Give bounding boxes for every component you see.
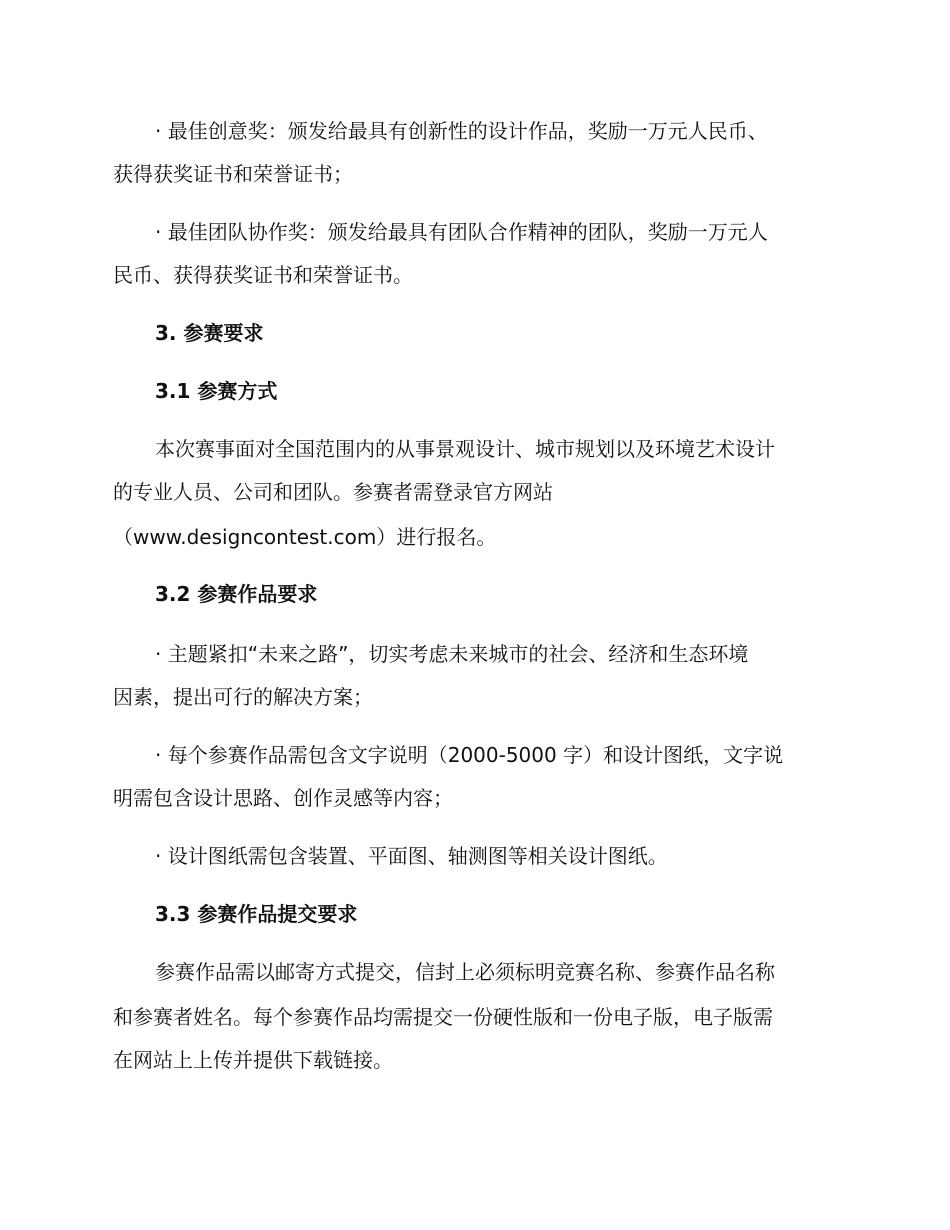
bullet-best-teamwork-line-1: · 最佳团队协作奖：颁发给最具有团队合作精神的团队，奖励一万元人 [155, 220, 768, 244]
paragraph-3-1-line-1: 本次赛事面对全国范围内的从事景观设计、城市规划以及环境艺术设计 [155, 437, 775, 461]
paragraph-3-3-line-2: 和参赛者姓名。每个参赛作品均需提交一份硬性版和一份电子版，电子版需 [113, 1005, 773, 1029]
section-heading-3-3: 3.3 参赛作品提交要求 [155, 902, 358, 926]
bullet-best-creative-line-1: · 最佳创意奖：颁发给最具有创新性的设计作品，奖励一万元人民币、 [155, 119, 768, 143]
bullet-theme-line-1: · 主题紧扣“未来之路”，切实考虑未来城市的社会、经济和生态环境 [155, 642, 749, 666]
paragraph-3-3-line-1: 参赛作品需以邮寄方式提交，信封上必须标明竞赛名称、参赛作品名称 [155, 960, 775, 984]
section-heading-3: 3. 参赛要求 [155, 321, 264, 345]
bullet-text-description-line-1: · 每个参赛作品需包含文字说明（2000-5000 字）和设计图纸，文字说 [155, 743, 784, 767]
section-heading-3-2: 3.2 参赛作品要求 [155, 582, 318, 606]
bullet-drawings-line-1: · 设计图纸需包含装置、平面图、轴测图等相关设计图纸。 [155, 844, 668, 868]
bullet-best-teamwork-line-2: 民币、获得获奖证书和荣誉证书。 [113, 263, 413, 287]
bullet-text-description-line-2: 明需包含设计思路、创作灵感等内容； [113, 786, 453, 810]
paragraph-3-1-line-2: 的专业人员、公司和团队。参赛者需登录官方网站 [113, 480, 553, 504]
paragraph-3-1-line-3: （www.designcontest.com）进行报名。 [113, 525, 497, 549]
bullet-best-creative-line-2: 获得获奖证书和荣誉证书； [113, 162, 353, 186]
section-heading-3-1: 3.1 参赛方式 [155, 379, 278, 403]
paragraph-3-3-line-3: 在网站上上传并提供下载链接。 [113, 1048, 393, 1072]
bullet-theme-line-2: 因素，提出可行的解决方案； [113, 685, 373, 709]
